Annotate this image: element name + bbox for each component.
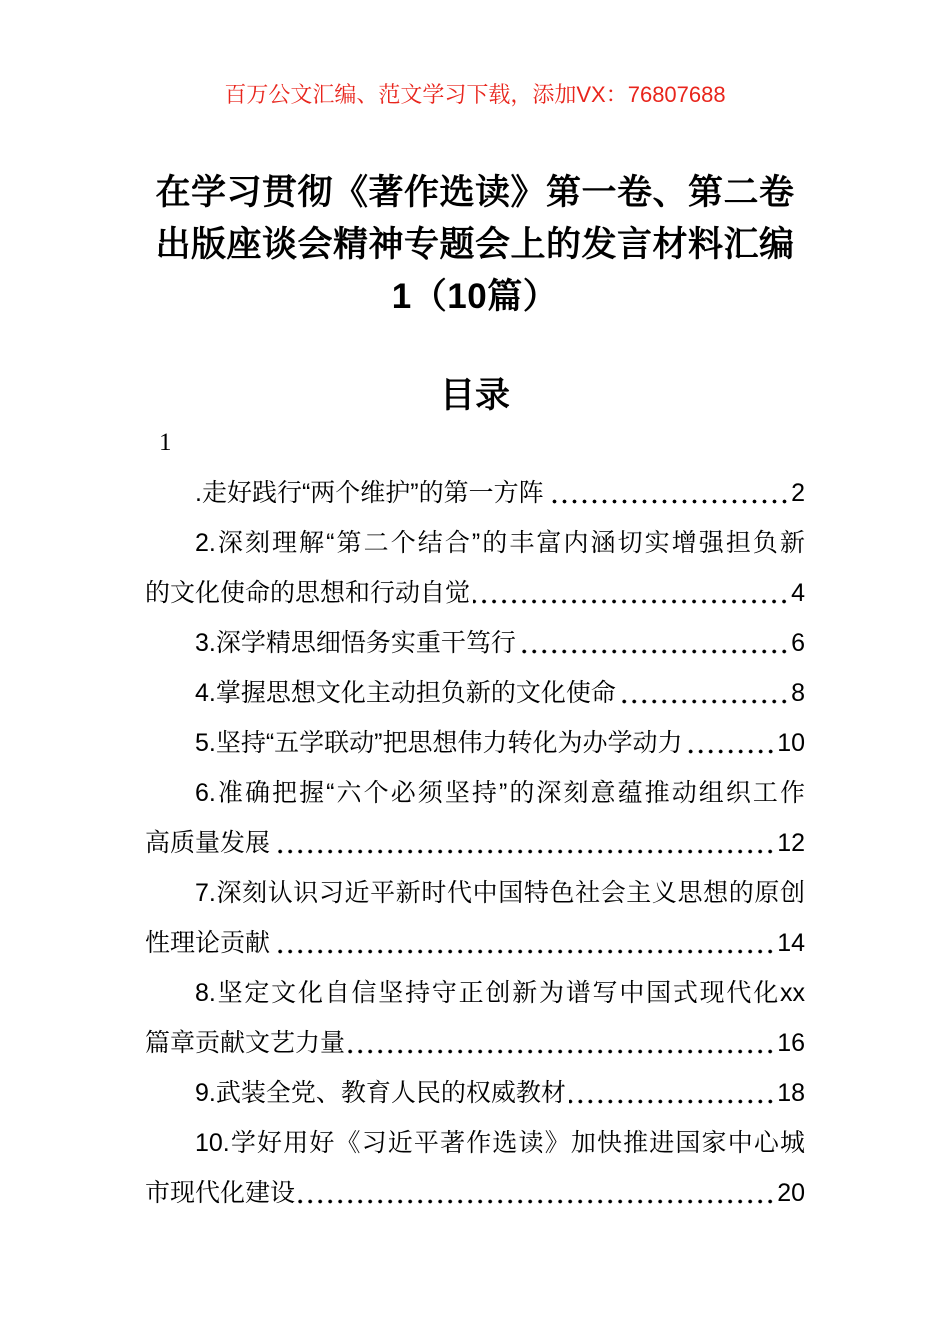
toc-page-number: 6 [791, 629, 805, 657]
toc-entry-title: 高质量发展 [145, 829, 271, 857]
toc-entry[interactable] [145, 518, 805, 618]
toc-entry-title: 4.掌握思想文化主动担负新的文化使命 [195, 679, 616, 707]
toc-entry-line: 6.准确把握“六个必须坚持”的深刻意蕴推动组织工作 [195, 779, 805, 807]
dot-leader [473, 599, 789, 604]
table-of-contents [145, 418, 805, 1218]
toc-entry-title: 5.坚持“五学联动”把思想伟力转化为办学动力 [195, 729, 683, 757]
toc-entry-line [145, 1168, 805, 1218]
dot-leader [569, 1099, 775, 1104]
toc-entry-line [145, 568, 805, 618]
toc-entry-line: 2.深刻理解“第二个结合”的丰富内涵切实增强担负新 [195, 529, 805, 557]
toc-page-number: 8 [791, 679, 805, 707]
dot-leader [298, 1199, 775, 1204]
toc-page-number: 2 [791, 479, 805, 507]
dot-leader [686, 749, 776, 754]
dot-leader [519, 649, 789, 654]
toc-entry-line [145, 918, 805, 968]
toc-page-number: 20 [777, 1179, 805, 1207]
toc-entries [145, 468, 805, 1218]
toc-entry[interactable] [145, 668, 805, 718]
toc-page-number: 18 [777, 1079, 805, 1107]
toc-page-number: 16 [777, 1029, 805, 1057]
toc-entry-line: 7.深刻认识习近平新时代中国特色社会主义思想的原创 [195, 879, 805, 907]
toc-entry-title: 3.深学精思细悟务实重干笃行 [195, 629, 516, 657]
toc-entry-line [145, 468, 805, 518]
toc-entry-title: 性理论贡献 [145, 929, 271, 957]
document-title [145, 167, 805, 323]
toc-page-number: 12 [777, 829, 805, 857]
dot-leader [273, 849, 775, 854]
toc-entry[interactable] [145, 768, 805, 868]
toc-entry-title: 的文化使命的思想和行动自觉 [145, 579, 471, 607]
title-line-3: 1（10篇） [391, 277, 559, 316]
toc-entry[interactable] [145, 1118, 805, 1218]
toc-entry[interactable] [145, 968, 805, 1068]
dot-leader [273, 949, 775, 954]
toc-entry-title: 篇章贡献文艺力量 [145, 1029, 346, 1057]
toc-entry-title: 9.武装全党、教育人民的权威教材 [195, 1079, 566, 1107]
dot-leader [348, 1049, 775, 1054]
title-line-1: 在学习贯彻《著作选读》第一卷、第二卷 [155, 173, 795, 212]
toc-entry[interactable] [145, 618, 805, 668]
toc-entry[interactable] [145, 468, 805, 518]
toc-entry[interactable] [145, 1068, 805, 1118]
toc-entry-line [145, 668, 805, 718]
dot-leader [547, 499, 789, 504]
toc-entry-line [145, 1018, 805, 1068]
toc-entry-title: 市现代化建设 [145, 1179, 296, 1207]
toc-entry[interactable] [145, 718, 805, 768]
toc-entry-line [145, 618, 805, 668]
toc-entry-line: 8.坚定文化自信坚持守正创新为谱写中国式现代化xx [195, 979, 805, 1007]
toc-orphan-number: 1 [159, 429, 172, 456]
watermark-notice: 百万公文汇编、范文学习下载，添加VX：76807688 [224, 82, 726, 107]
toc-entry-line [145, 1068, 805, 1118]
toc-page-number: 10 [777, 729, 805, 757]
toc-page-number: 4 [791, 579, 805, 607]
dot-leader [619, 699, 789, 704]
toc-entry[interactable] [145, 868, 805, 968]
toc-entry-line: 10.学好用好《习近平著作选读》加快推进国家中心城 [195, 1129, 805, 1157]
toc-heading: 目录 [439, 376, 510, 415]
title-line-2: 出版座谈会精神专题会上的发言材料汇编 [155, 225, 795, 264]
toc-page-number: 14 [777, 929, 805, 957]
toc-entry-title: .走好践行“两个维护”的第一方阵 [195, 479, 544, 507]
toc-entry-line [145, 718, 805, 768]
toc-entry-line [145, 818, 805, 868]
